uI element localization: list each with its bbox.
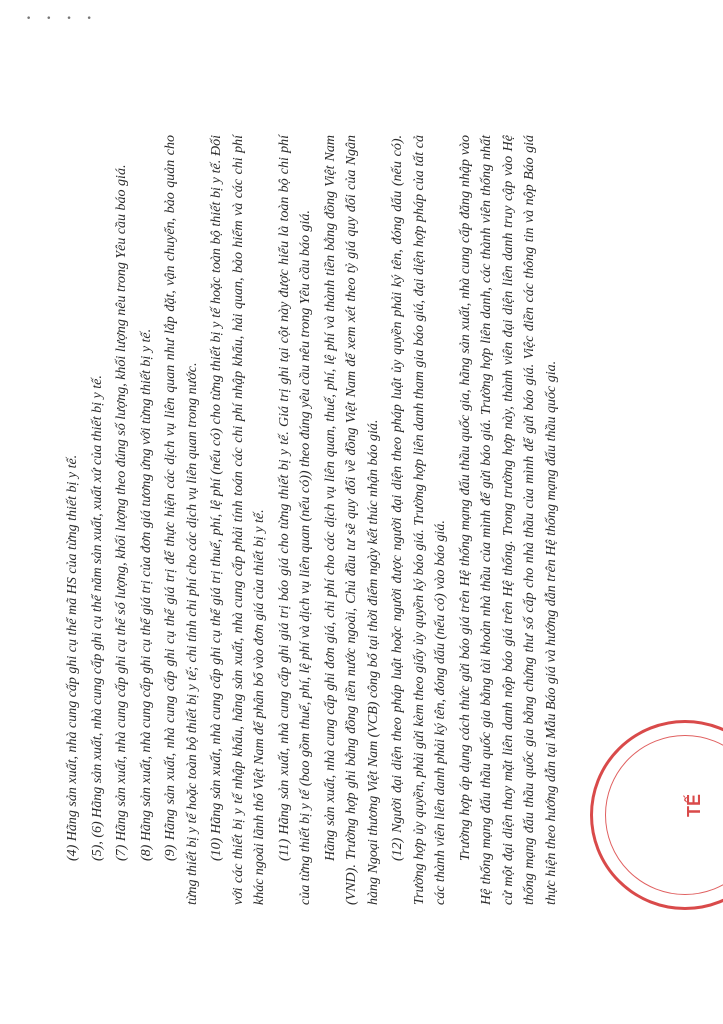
paragraph-note-5-6: (5), (6) Hãng sản xuất, nhà cung cấp ghi cụ thể năm sản xuất, xuất xứ của thiết bị y tế. — [89, 375, 105, 861]
paragraph-note-7: (7) Hãng sản xuất, nhà cung cấp ghi cụ thể số lượng, khối lượng theo đúng số lượng, khối lượng nêu trong Yêu cầu báo giá. — [114, 164, 129, 861]
red-stamp-seal — [590, 720, 723, 910]
paragraph-note-8: (8) Hãng sản xuất, nhà cung cấp ghi cụ thể giá trị của đơn giá tương ứng với từng thiết bị y tế. — [138, 328, 154, 861]
paragraph-note-12: (12) Người đại diện theo pháp luật hoặc người được người đại diện theo pháp luật ủy quyền phải ký tên, đóng dấu (nếu có). Trường hợp ủy quyền, phải gửi kèm theo giấy ủy quyền ký báo giá. Trường hợp liên danh tham gia báo giá, đại diện hợp pháp của tất cả các thành viên liên danh phải ký tên, đóng dấu (nếu có) vào báo giá. — [390, 135, 448, 905]
rotated-text-block — [62, 135, 565, 905]
paragraph-note-10: (10) Hãng sản xuất, nhà cung cấp ghi cụ thể giá trị thuế, phí, lệ phí (nếu có) cho từng thiết bị y tế hoặc toàn bộ thiết bị y tế. Đối với các thiết bị y tế nhập khẩu, hãng sản xuất, nhà cung cấp phải tính toán các chi phí nhập khẩu, hải quan, bảo hiểm và các chi phí khác ngoài lãnh thổ Việt Nam để phân bổ vào đơn giá của thiết bị y tế. — [209, 135, 267, 905]
paragraph-note-9: (9) Hãng sản xuất, nhà cung cấp ghi cụ thể giá trị để thực hiện các dịch vụ liên quan như lắp đặt, vận chuyển, bảo quản cho từng thiết bị y tế hoặc toàn bộ thiết bị y tế; chi tính chi phí cho các dịch vụ liên quan trong nước. — [163, 135, 200, 905]
paragraph-online-submission: Trường hợp áp dụng cách thức gửi báo giá trên Hệ thống mạng đấu thầu quốc gia, hãng sản xuất, nhà cung cấp đăng nhập vào Hệ thống mạng đấu thầu quốc gia bằng tài khoản nhà thầu của mình để gửi báo giá. Trường hợp liên danh, các thành viên thống nhất cử một đại diện thay mặt liên danh nộp báo giá trên Hệ thống. Trong trường hợp này, thành viên đại diện liên danh truy cập vào Hệ thống mạng đấu thầu quốc gia bằng chứng thư số cấp cho nhà thầu của mình để gửi báo giá. Việc điền các thông tin và nộp Báo giá thực hiện theo hướng dẫn tại Mẫu Báo giá và hướng dẫn trên Hệ thống mạng đấu thầu quốc gia. — [457, 135, 559, 905]
paragraph-note-11: (11) Hãng sản xuất, nhà cung cấp ghi giá trị báo giá cho từng thiết bị y tế. Giá trị ghi tại cột này được hiểu là toàn bộ chi phí của từng thiết bị y tế (bao gồm thuế, phí, lệ phí và dịch vụ liên quan (nếu có)) theo đúng yêu cầu nêu trong Yêu cầu báo giá. — [276, 135, 313, 905]
scan-artifact-dots: • • • • — [26, 14, 98, 24]
paragraph-currency: Hãng sản xuất, nhà cung cấp ghi đơn giá, chi phí cho các dịch vụ liên quan, thuế, phí, lệ phí và thành tiền bằng đồng Việt Nam (VND). Trường hợp ghi bằng đồng tiền nước ngoài, Chủ đầu tư sẽ quy đổi về đồng Việt Nam để xem xét theo tỷ giá quy đổi của Ngân hàng Ngoại thương Việt Nam (VCB) công bố tại thời điểm ngày kết thúc nhận báo giá. — [322, 135, 381, 905]
seal-text: TẾ — [684, 793, 705, 818]
seal-inner-ring — [605, 735, 723, 895]
paragraph-note-4: (4) Hãng sản xuất, nhà cung cấp ghi cụ thể mã HS của từng thiết bị y tế. — [65, 454, 80, 861]
